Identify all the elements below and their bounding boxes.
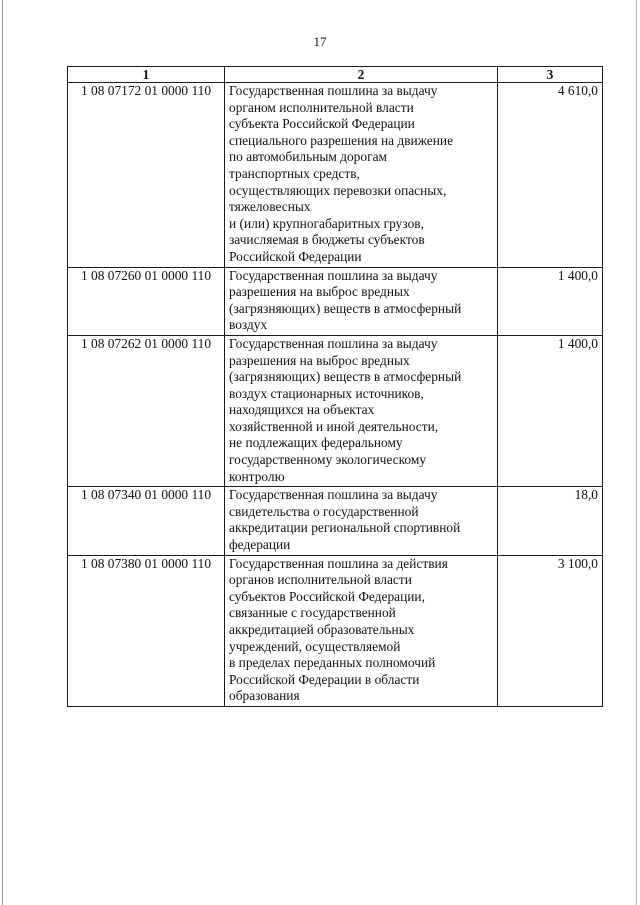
row-amount: 1 400,0 — [498, 267, 603, 335]
page-edge-left — [2, 0, 3, 905]
row-description: Государственная пошлина за действия органов исполнительной власти субъектов Российской Федерации, связанные с государственной аккредитацией образовательных учреждений, осуществляемой в пределах переданных полномочий Российской Федерации в области образования — [225, 555, 498, 706]
row-description: Государственная пошлина за выдачу органом исполнительной власти субъекта Российской Федерации специального разрешения на движение по автомобильным дорогам транспортных средств, осуществляющих перевозки опасных, тяжеловесных и (или) крупногабаритных грузов, зачисляемая в бюджеты субъектов Российской Федерации — [225, 83, 498, 268]
table-row — [68, 487, 603, 555]
row-amount: 18,0 — [498, 487, 603, 555]
column-header-description: 2 — [225, 67, 498, 83]
row-amount: 3 100,0 — [498, 555, 603, 706]
row-description: Государственная пошлина за выдачу разрешения на выброс вредных (загрязняющих) веществ в атмосферный воздух стационарных источников, находящихся на объектах хозяйственной и иной деятельности, не подлежащих федеральному государственному экологическому контролю — [225, 335, 498, 486]
row-code: 1 08 07262 01 0000 110 — [68, 335, 225, 486]
row-description: Государственная пошлина за выдачу свидетельства о государственной аккредитации региональной спортивной федерации — [225, 487, 498, 555]
row-description: Государственная пошлина за выдачу разрешения на выброс вредных (загрязняющих) веществ в атмосферный воздух — [225, 267, 498, 335]
row-code: 1 08 07340 01 0000 110 — [68, 487, 225, 555]
column-header-amount: 3 — [498, 67, 603, 83]
row-code: 1 08 07380 01 0000 110 — [68, 555, 225, 706]
page-edge-right — [636, 0, 637, 905]
row-code: 1 08 07172 01 0000 110 — [68, 83, 225, 268]
table-header-row — [68, 67, 603, 83]
row-amount: 1 400,0 — [498, 335, 603, 486]
row-code: 1 08 07260 01 0000 110 — [68, 267, 225, 335]
table-row — [68, 267, 603, 335]
table-row — [68, 335, 603, 486]
column-header-code: 1 — [68, 67, 225, 83]
fee-table — [67, 66, 603, 707]
row-amount: 4 610,0 — [498, 83, 603, 268]
table-row — [68, 83, 603, 268]
page-number: 17 — [313, 34, 327, 49]
table-row — [68, 555, 603, 706]
